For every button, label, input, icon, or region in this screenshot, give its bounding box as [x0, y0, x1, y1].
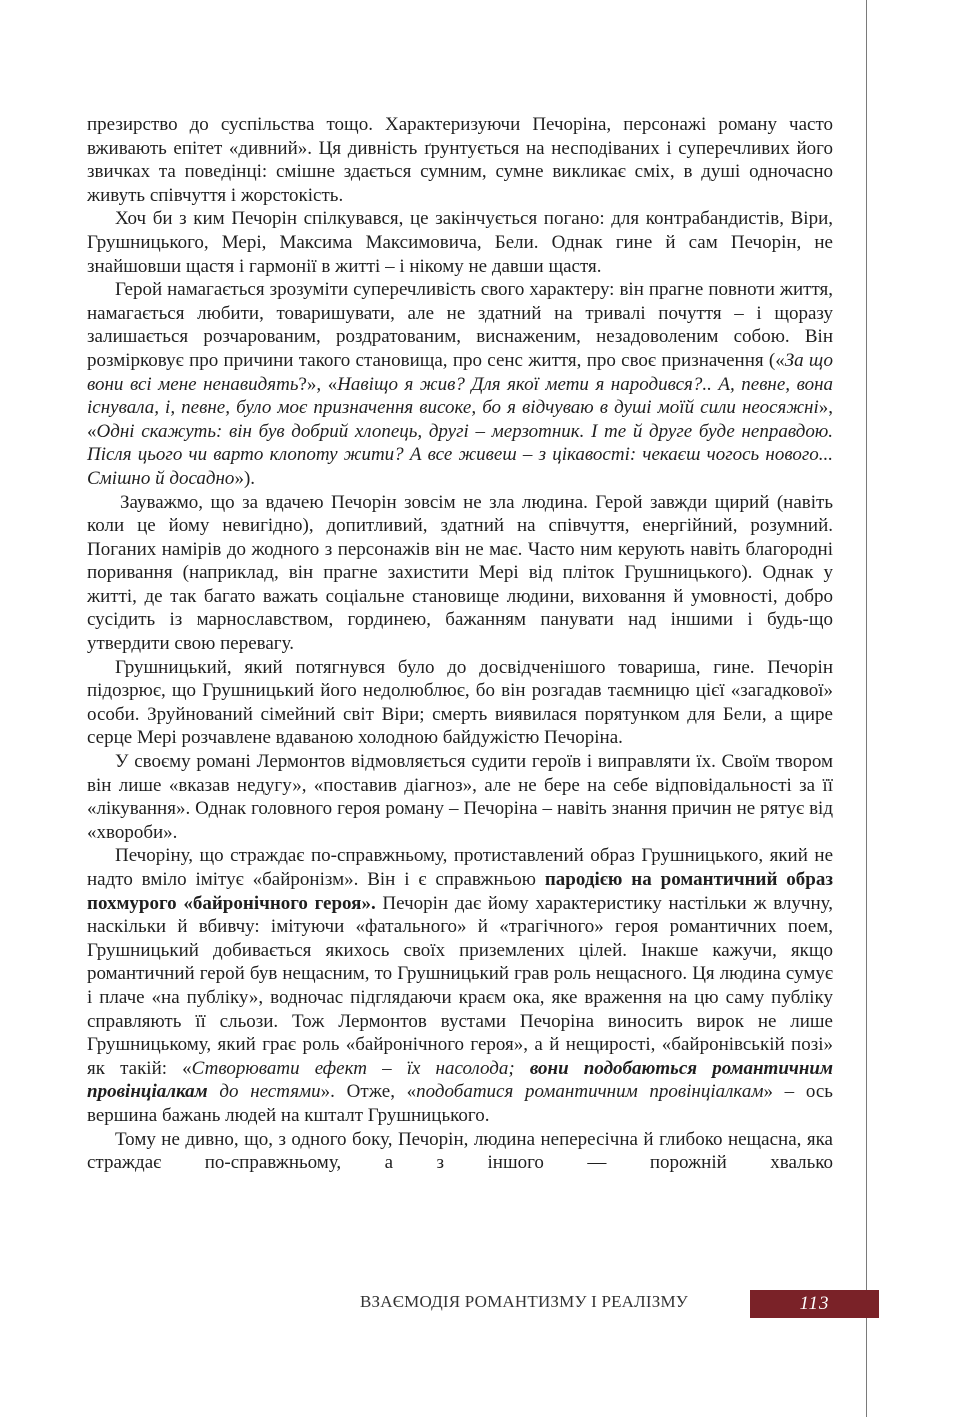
italic-quote: подобатися романтичним провінціалкам: [416, 1081, 764, 1103]
paragraph: [87, 113, 833, 207]
paragraph: [87, 1128, 833, 1175]
italic-quote: За що вони всі мене ненавидять: [87, 349, 834, 395]
page-number: 113: [799, 1293, 830, 1314]
paragraph: [87, 207, 833, 278]
paragraph: [87, 278, 833, 490]
bold-italic-emphasis: вони подобаються романтичним провінціалкам: [87, 1057, 834, 1103]
text-run: Хоч би з ким Печорін спілкувався, це закінчується погано: для контрабандистів, Віри, Грушницького, Мері, Максима Максимовича, Бели. Однак гине й сам Печорін, не знайшовши щастя і гармонії в житті – і нікому не давши щастя.: [87, 208, 833, 277]
italic-quote: до нестями: [207, 1081, 321, 1103]
text-run: Зауважмо, що за вдачею Печорін зовсім не зла людина. Герой завжди щирий (навіть коли це йому невигідно), допитливий, здатний на співчуття, енергійний, розумний. Поганих намірів до жодного з персонажів він не має. Часто ним керують навіть благородні поривання (наприклад, він прагне захистити Мері від пліток Грушницького). Однак у житті, де так багато важать соціальне становище людини, виховання й умовності, добро сусідить із марнославством, гординею, бажанням панувати над іншими і будь-що утвердити свою перевагу.: [87, 491, 833, 655]
text-run: Грушницький, який потягнувся було до досвідченішого товариша, гине. Печорін підозрює, що Грушницький його недолюблює, бо він розгадав таємницю цієї «загадкової» особи. Зруйнований сімейний світ Віри; смерть виявилася порятунком для Бели, а щире серце Мері розчавлене вдаваною холодною байдужістю Печоріна.: [87, 656, 833, 749]
bold-emphasis: пародією на романтичний образ похмурого «байронічного героя».: [87, 869, 833, 914]
text-run: У своєму романі Лермонтов відмовляється судити героїв і виправляти їх. Своїм твором він лише «вказав недугу», «поставив діагноз», але не бере на себе відповідальності за її «лікування». Однак головного героя роману – Печоріна – навіть знання причин не рятує від «хвороби».: [87, 751, 833, 843]
paragraph: [87, 656, 833, 750]
paragraph: [87, 844, 833, 1127]
page-margin-rule: [866, 0, 867, 1417]
text-run: Печоріну, що страждає по-справжньому, протиставлений образ Грушницького, який не надто вміло імітує «байронізм». Він і є справжньою: [87, 845, 833, 890]
text-run: Печорін дає йому характеристику настільки ж влучну, наскільки й вбивчу: імітуючи «фатального» й «трагічного» героя романтичних поем, Грушницький добивається якихось своїх приземлених цілей. Інакше кажучи, якщо романтичний герой був нещасним, то Грушницький грав роль нещасного. Ця людина сумує і плаче «на публіку», водночас підглядаючи краєм ока, яке враження на цю саму публіку справляють її сльози. Тож Лермонтов вустами Печоріна виносить вирок не лише Грушницькому, який грає роль «байронічного героя», а й нещирості, «байронівській позі» як такій: «: [87, 892, 833, 1079]
text-run: » – ось вершина бажань людей на кшталт Грушницького.: [87, 1081, 833, 1126]
paragraph: [87, 491, 833, 656]
paragraph: [87, 750, 833, 844]
text-run: ». Отже, «: [320, 1081, 417, 1103]
text-run: »).: [234, 467, 256, 489]
italic-quote: Навіщо я жив? Для якої мети я народився?.. А, певне, вона існувала, і, певне, було моє призначення високе, бо я відчуваю в душі моїй сили неосяжні: [87, 373, 833, 419]
italic-quote: Створювати ефект – їх насолода;: [191, 1057, 530, 1079]
text-run: Тому не дивно, що, з одного боку, Печорін, людина непересічна й глибоко нещасна, яка страждає по-справжньому, а з іншого — порожній хвалько: [87, 1128, 833, 1174]
text-run: », «: [87, 397, 833, 442]
text-run: ?», «: [298, 373, 338, 395]
italic-quote: Одні скажуть: він був добрий хлопець, другі – мерзотник. І те й друге буде неправдою. Після цього чи варто клопоту жити? А все живеш – з цікавості: чекаєш чогось нового... Смішно й досадно: [87, 420, 833, 489]
body-text: [87, 113, 833, 1175]
running-footer-title: ВЗАЄМОДІЯ РОМАНТИЗМУ І РЕАЛІЗМУ: [360, 1292, 689, 1311]
text-run: Герой намагається зрозуміти суперечливість свого характеру: він прагне повноти життя, намагається любити, товаришувати, але не здатний на тривалі почуття – і щоразу залишається розчарованим, роздратованим, виснаженим, незадоволеним собою. Він розмірковує про причини такого становища, про сенс життя, про своє призначення («: [87, 279, 833, 371]
text-run: презирство до суспільства тощо. Характеризуючи Печоріна, персонажі роману часто вживають епітет «дивний». Ця дивність ґрунтується на несподіваних і суперечливих його звичках та поведінці: смішне здається сумним, сумне викликає сміх, в душі одночасно живуть співчуття і жорстокість.: [87, 114, 833, 206]
